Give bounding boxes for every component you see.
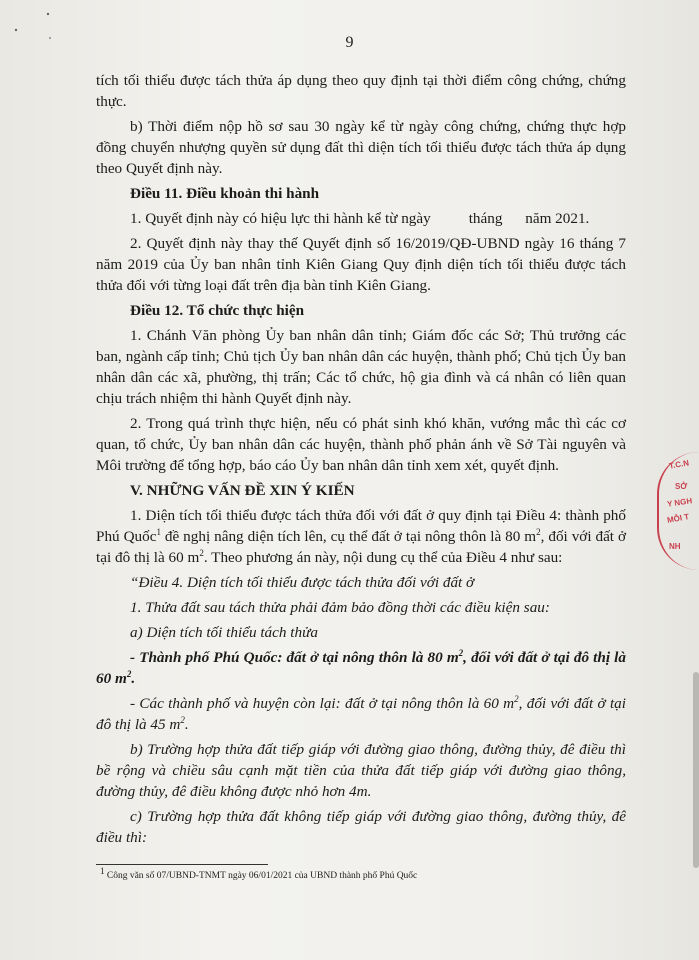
article-11-heading: Điều 11. Điều khoản thi hành bbox=[130, 185, 320, 202]
footnote-divider bbox=[96, 864, 268, 865]
quoted-clause-a: a) Diện tích tối thiểu tách thửa bbox=[130, 624, 318, 641]
paragraph: 2. Quyết định này thay thế Quyết định số 16/2019/QĐ-UBND ngày 16 tháng 7 năm 2019 của Ủy ban nhân tỉnh Kiên Giang Quy định diện tích tối thiểu được tách thửa đối với từng loại đất trên địa bàn tỉnh Kiên Giang. bbox=[96, 235, 626, 294]
paragraph-phu-quoc: 1. Diện tích tối thiểu được tách thửa đối với đất ở quy định tại Điều 4: thành phố Phú Quốc$^1$ đề nghị nâng diện tích lên, cụ thể đất ở tại nông thôn là 80 $m^2$, đối với đất ở tại đô thị là 60 $m^2$. Theo phương án này, nội dung cụ thể của Điều 4 như sau: bbox=[96, 507, 626, 566]
scrollbar-thumb[interactable] bbox=[693, 672, 699, 868]
paragraph: 1. Chánh Văn phòng Ủy ban nhân dân tỉnh; Giám đốc các Sở; Thủ trưởng các ban, ngành cấp tỉnh; Chủ tịch Ủy ban nhân dân các huyện, thành phố; Chủ tịch Ủy ban nhân dân các xã, phường, thị trấn; Các tổ chức, hộ gia đình và cá nhân có liên quan chịu trách nhiệm thi hành Quyết định này. bbox=[96, 327, 626, 407]
document-body bbox=[96, 70, 626, 852]
page-number: 9 bbox=[345, 34, 354, 51]
paragraph: b) Thời điểm nộp hồ sơ sau 30 ngày kể từ ngày công chứng, chứng thực hợp đồng chuyển nhượng quyền sử dụng đất thì diện tích tối thiểu được tách thửa áp dụng theo Quyết định này. bbox=[96, 118, 626, 177]
quoted-other-cities-line: - Các thành phố và huyện còn lại: đất ở tại nông thôn là 60 $m^2$, đối với đất ở tại đô thị là 45 $m^2$. bbox=[96, 693, 626, 733]
footnote: $^1$ Công văn số 07/UBND-TNMT ngày 06/01/2021 của UBND thành phố Phú Quốc bbox=[100, 866, 418, 882]
quoted-article-4-title: “Điều 4. Diện tích tối thiểu được tách thửa đối với đất ở bbox=[130, 574, 475, 591]
red-seal-stamp: T.C.N SỞ Y NGH MỖI T NH bbox=[657, 452, 699, 570]
quoted-clause-b: b) Trường hợp thửa đất tiếp giáp với đường giao thông, đường thủy, đê điều thì bề rộng và chiều sâu cạnh mặt tiền của thửa đất tiếp giáp với đường giao thông, đường thủy, đê điều không được nhỏ hơn 4m. bbox=[96, 741, 626, 800]
section-v-heading: V. NHỮNG VẤN ĐỀ XIN Ý KIẾN bbox=[130, 482, 355, 499]
paragraph: tích tối thiểu được tách thửa áp dụng theo quy định tại thời điểm công chứng, chứng thực. bbox=[96, 72, 626, 110]
paragraph: 2. Trong quá trình thực hiện, nếu có phát sinh khó khăn, vướng mắc thì các cơ quan, tổ chức, Ủy ban nhân dân các huyện, thành phố phản ánh về Sở Tài nguyên và Môi trường để tổng hợp, báo cáo Ủy ban nhân dân tỉnh xem xét, quyết định. bbox=[96, 415, 626, 474]
article-12-heading: Điều 12. Tổ chức thực hiện bbox=[130, 302, 305, 319]
quoted-phu-quoc-line: - Thành phố Phú Quốc: đất ở tại nông thôn là 80 $m^2$, đối với đất ở tại đô thị là 60 $m^2$. bbox=[96, 647, 626, 687]
quoted-clause-1: 1. Thửa đất sau tách thửa phải đảm bảo đồng thời các điều kiện sau: bbox=[130, 599, 550, 616]
paragraph: 1. Quyết định này có hiệu lực thi hành kể từ ngày tháng năm 2021. bbox=[130, 210, 590, 227]
quoted-clause-c: c) Trường hợp thửa đất không tiếp giáp với đường giao thông, đường thủy, đê điều thì: bbox=[96, 808, 626, 846]
footnote-ref: 1 bbox=[156, 526, 161, 537]
